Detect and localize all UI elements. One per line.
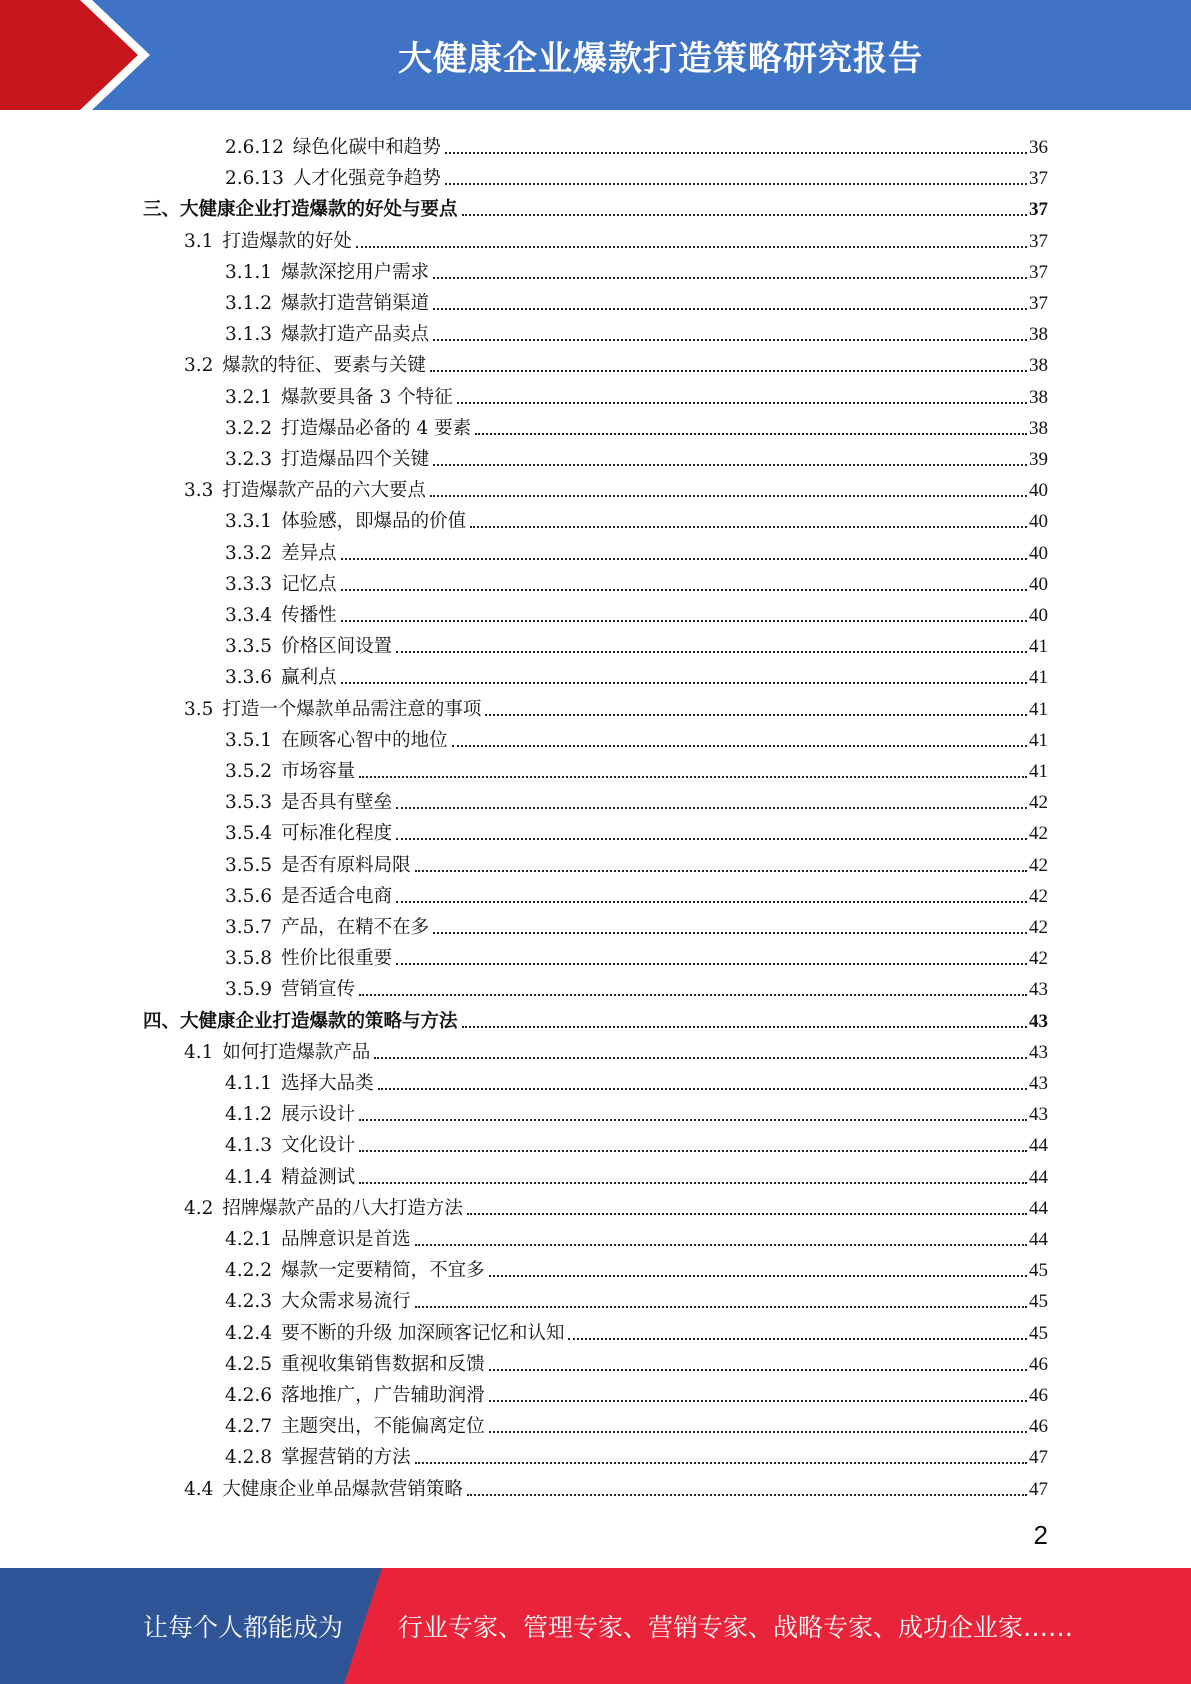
toc-entry-page: 47	[1029, 1447, 1048, 1469]
toc-dot-leader	[415, 1461, 1027, 1464]
toc-dot-leader	[341, 619, 1027, 622]
toc-entry-title: 爆款要具备 3 个特征	[281, 386, 453, 408]
toc-entry-number: 3.2	[184, 355, 214, 377]
toc-subsection-entry[interactable]	[225, 1282, 1048, 1313]
toc-entry-number: 4.2.8	[225, 1447, 273, 1469]
toc-subsection-entry[interactable]	[225, 440, 1048, 471]
toc-entry-title: 人才化强竞争趋势	[292, 168, 441, 190]
toc-subsection-entry[interactable]	[225, 752, 1048, 783]
toc-entry-title: 爆款深挖用户需求	[281, 261, 430, 283]
toc-subsection-entry[interactable]	[225, 1438, 1048, 1469]
toc-dot-leader	[378, 1087, 1027, 1090]
toc-entry-title: 打造爆品四个关键	[281, 449, 430, 470]
toc-dot-leader	[452, 744, 1027, 747]
report-title: 大健康企业爆款打造策略研究报告	[398, 38, 923, 79]
toc-dot-leader	[433, 307, 1027, 310]
toc-dot-leader	[396, 806, 1027, 809]
toc-dot-leader	[457, 401, 1027, 404]
toc-entry-number: 3.3.1	[225, 511, 273, 533]
toc-entry-number: 3.3.2	[225, 542, 273, 564]
page-footer	[0, 1568, 1191, 1684]
toc-entry-page: 38	[1029, 324, 1048, 346]
toc-dot-leader	[341, 588, 1027, 591]
toc-entry-number: 3.5.5	[225, 854, 273, 876]
toc-dot-leader	[433, 338, 1027, 341]
toc-entry-title: 重视收集销售数据和反馈	[281, 1353, 485, 1375]
toc-entry-number: 3.5.2	[225, 761, 273, 782]
toc-entry-page: 42	[1029, 854, 1048, 876]
footer-slogan-right: 行业专家、管理专家、营销专家、战略专家、成功企业家……	[398, 1613, 1074, 1642]
toc-entry-number: 3.2.2	[225, 417, 273, 439]
toc-entry-number: 3.1	[184, 230, 214, 252]
toc-subsection-entry[interactable]	[225, 1314, 1048, 1345]
toc-entry-page: 42	[1029, 792, 1048, 814]
toc-entry-number: 4.4	[184, 1478, 214, 1500]
toc-entry-page: 43	[1029, 1041, 1048, 1063]
toc-subsection-entry[interactable]	[225, 1345, 1048, 1376]
toc-subsection-entry[interactable]	[225, 253, 1048, 284]
toc-subsection-entry[interactable]	[225, 1376, 1048, 1407]
toc-entry-page: 43	[1029, 1010, 1048, 1032]
toc-dot-leader	[359, 1181, 1027, 1184]
toc-entry-page: 44	[1029, 1229, 1048, 1250]
toc-section-entry[interactable]	[184, 222, 1048, 253]
toc-entry-page: 39	[1029, 449, 1048, 470]
toc-dot-leader	[341, 681, 1027, 684]
toc-entry-title: 招牌爆款产品的八大打造方法	[222, 1197, 463, 1219]
toc-entry-title: 文化设计	[281, 1135, 356, 1157]
toc-entry-number: 4.1.1	[225, 1073, 273, 1094]
toc-entry-page: 37	[1029, 168, 1048, 190]
toc-entry-page: 40	[1029, 480, 1048, 502]
toc-entry-title: 大健康企业单品爆款营销策略	[222, 1478, 463, 1500]
toc-entry-title: 打造爆品必备的 4 要素	[281, 417, 472, 439]
toc-entry-number: 3.5	[184, 698, 214, 720]
toc-entry-page: 38	[1029, 355, 1048, 377]
toc-dot-leader	[374, 1056, 1027, 1059]
toc-dot-leader	[467, 1493, 1027, 1496]
toc-entry-number: 2.6.13	[225, 168, 284, 190]
toc-dot-leader	[359, 775, 1027, 778]
toc-entry-page: 46	[1029, 1385, 1048, 1406]
toc-entry-title: 是否具有壁垒	[281, 792, 393, 814]
toc-dot-leader	[462, 213, 1027, 216]
toc-entry-title: 掌握营销的方法	[281, 1447, 411, 1469]
toc-subsection-entry[interactable]	[225, 939, 1048, 970]
toc-entry-title: 打造爆款产品的六大要点	[222, 480, 426, 502]
toc-subsection-entry[interactable]	[225, 1220, 1048, 1251]
toc-entry-page: 43	[1029, 1104, 1048, 1126]
toc-dot-leader	[396, 900, 1027, 903]
toc-entry-title: 打造爆款的好处	[222, 230, 352, 252]
toc-dot-leader	[396, 962, 1027, 965]
toc-subsection-entry[interactable]	[225, 1126, 1048, 1157]
toc-chapter-entry[interactable]	[143, 1002, 1048, 1033]
toc-subsection-entry[interactable]	[225, 814, 1048, 845]
toc-entry-page: 42	[1029, 885, 1048, 907]
toc-subsection-entry[interactable]	[225, 721, 1048, 752]
toc-entry-page: 42	[1029, 917, 1048, 938]
toc-entry-page: 37	[1029, 293, 1048, 314]
toc-entry-page: 42	[1029, 948, 1048, 970]
toc-entry-number: 3.5.7	[225, 917, 273, 938]
toc-entry-title: 如何打造爆款产品	[222, 1041, 371, 1063]
toc-entry-page: 41	[1029, 729, 1048, 751]
toc-entry-number: 4.2.5	[225, 1353, 273, 1375]
toc-entry-title: 在顾客心智中的地位	[281, 729, 448, 751]
toc-entry-title: 性价比很重要	[281, 948, 393, 970]
toc-entry-number: 3.3.3	[225, 573, 273, 595]
toc-entry-title: 产品，在精不在多	[281, 917, 430, 938]
toc-dot-leader	[430, 494, 1027, 497]
toc-dot-leader	[568, 1337, 1027, 1340]
toc-entry-number: 3.1.3	[225, 324, 273, 346]
toc-entry-page: 40	[1029, 542, 1048, 564]
toc-subsection-entry[interactable]	[225, 877, 1048, 908]
toc-entry-number: 4.1.3	[225, 1135, 273, 1157]
toc-entry-title: 市场容量	[281, 761, 356, 782]
toc-entry-page: 45	[1029, 1260, 1048, 1282]
toc-dot-leader	[462, 1025, 1027, 1028]
footer-slogan-left: 让每个人都能成为	[143, 1613, 344, 1642]
toc-section-entry[interactable]	[184, 346, 1048, 377]
toc-entry-title: 爆款打造营销渠道	[281, 293, 430, 314]
toc-dot-leader	[485, 713, 1027, 716]
toc-section-entry[interactable]	[184, 471, 1048, 502]
toc-entry-page: 41	[1029, 667, 1048, 689]
toc-subsection-entry[interactable]	[225, 128, 1048, 159]
toc-subsection-entry[interactable]	[225, 1407, 1048, 1438]
toc-dot-leader	[467, 1212, 1027, 1215]
toc-entry-number: 3.3	[184, 480, 214, 502]
toc-entry-page: 46	[1029, 1353, 1048, 1375]
toc-dot-leader	[445, 182, 1027, 185]
toc-dot-leader	[415, 869, 1027, 872]
toc-entry-page: 44	[1029, 1135, 1048, 1157]
toc-dot-leader	[470, 525, 1027, 528]
toc-entry-title: 展示设计	[281, 1104, 356, 1126]
toc-section-entry[interactable]	[184, 1033, 1048, 1064]
toc-dot-leader	[430, 369, 1027, 372]
toc-entry-number: 3.5.8	[225, 948, 273, 970]
toc-entry-number: 2.6.12	[225, 137, 284, 158]
toc-dot-leader	[433, 463, 1027, 466]
toc-dot-leader	[359, 993, 1027, 996]
toc-dot-leader	[396, 837, 1027, 840]
toc-entry-title: 三、大健康企业打造爆款的好处与要点	[143, 199, 458, 221]
toc-dot-leader	[433, 931, 1027, 934]
toc-subsection-entry[interactable]	[225, 409, 1048, 440]
toc-entry-page: 38	[1029, 417, 1048, 439]
page-header	[0, 0, 1191, 110]
toc-subsection-entry[interactable]	[225, 284, 1048, 315]
toc-dot-leader	[489, 1430, 1027, 1433]
toc-subsection-entry[interactable]	[225, 596, 1048, 627]
toc-entry-page: 47	[1029, 1478, 1048, 1500]
toc-entry-number: 4.2	[184, 1197, 214, 1219]
toc-dot-leader	[415, 1305, 1027, 1308]
toc-dot-leader	[396, 650, 1027, 653]
toc-subsection-entry[interactable]	[225, 315, 1048, 346]
toc-subsection-entry[interactable]	[225, 1251, 1048, 1282]
toc-entry-page: 44	[1029, 1197, 1048, 1219]
toc-entry-title: 体验感，即爆品的价值	[281, 511, 467, 533]
toc-entry-title: 落地推广，广告辅助润滑	[281, 1385, 485, 1406]
toc-subsection-entry[interactable]	[225, 1064, 1048, 1095]
toc-entry-title: 价格区间设置	[281, 636, 393, 658]
toc-subsection-entry[interactable]	[225, 534, 1048, 565]
toc-subsection-entry[interactable]	[225, 846, 1048, 877]
toc-entry-title: 营销宣传	[281, 979, 356, 1001]
toc-entry-page: 43	[1029, 1073, 1048, 1094]
toc-entry-title: 四、大健康企业打造爆款的策略与方法	[143, 1010, 458, 1032]
toc-entry-page: 41	[1029, 636, 1048, 658]
toc-entry-number: 4.2.4	[225, 1322, 273, 1344]
toc-entry-number: 3.5.6	[225, 885, 273, 907]
toc-entry-number: 3.3.4	[225, 605, 273, 626]
toc-entry-page: 37	[1029, 199, 1048, 221]
toc-entry-title: 赢利点	[281, 667, 337, 689]
toc-entry-number: 4.2.3	[225, 1291, 273, 1313]
toc-entry-number: 3.3.6	[225, 667, 273, 689]
toc-dot-leader	[415, 1243, 1027, 1246]
toc-subsection-entry[interactable]	[225, 1095, 1048, 1126]
toc-entry-number: 4.2.6	[225, 1385, 273, 1406]
toc-entry-number: 3.5.4	[225, 823, 273, 845]
toc-dot-leader	[359, 1149, 1027, 1152]
toc-subsection-entry[interactable]	[225, 970, 1048, 1001]
page-number: 2	[1033, 1520, 1048, 1550]
toc-entry-number: 3.2.3	[225, 449, 273, 470]
toc-entry-page: 38	[1029, 386, 1048, 408]
toc-entry-number: 4.1.2	[225, 1104, 273, 1126]
toc-entry-title: 爆款一定要精简，不宜多	[281, 1260, 485, 1282]
toc-entry-page: 36	[1029, 137, 1048, 158]
toc-entry-page: 45	[1029, 1291, 1048, 1313]
toc-dot-leader	[359, 1118, 1027, 1121]
toc-entry-number: 4.2.2	[225, 1260, 273, 1282]
toc-dot-leader	[475, 432, 1027, 435]
toc-entry-title: 品牌意识是首选	[281, 1229, 411, 1250]
toc-subsection-entry[interactable]	[225, 378, 1048, 409]
toc-entry-number: 3.5.1	[225, 729, 273, 751]
toc-entry-title: 爆款的特征、要素与关键	[222, 355, 426, 377]
toc-entry-number: 3.5.3	[225, 792, 273, 814]
toc-entry-title: 绿色化碳中和趋势	[292, 137, 441, 158]
toc-entry-title: 可标准化程度	[281, 823, 393, 845]
toc-entry-title: 是否适合电商	[281, 885, 393, 907]
toc-dot-leader	[341, 557, 1027, 560]
toc-entry-title: 传播性	[281, 605, 337, 626]
toc-subsection-entry[interactable]	[225, 908, 1048, 939]
toc-entry-title: 差异点	[281, 542, 337, 564]
toc-entry-page: 37	[1029, 230, 1048, 252]
toc-entry-page: 40	[1029, 573, 1048, 595]
toc-entry-number: 4.2.1	[225, 1229, 273, 1250]
toc-entry-page: 41	[1029, 698, 1048, 720]
toc-subsection-entry[interactable]	[225, 783, 1048, 814]
toc-subsection-entry[interactable]	[225, 502, 1048, 533]
toc-subsection-entry[interactable]	[225, 159, 1048, 190]
toc-entry-page: 40	[1029, 511, 1048, 533]
toc-entry-number: 3.2.1	[225, 386, 273, 408]
toc-dot-leader	[433, 276, 1027, 279]
toc-subsection-entry[interactable]	[225, 565, 1048, 596]
toc-entry-page: 41	[1029, 761, 1048, 782]
toc-entry-page: 46	[1029, 1416, 1048, 1438]
toc-entry-number: 3.5.9	[225, 979, 273, 1001]
toc-entry-page: 44	[1029, 1166, 1048, 1188]
toc-dot-leader	[489, 1274, 1027, 1277]
toc-section-entry[interactable]	[184, 1189, 1048, 1220]
toc-section-entry[interactable]	[184, 690, 1048, 721]
toc-subsection-entry[interactable]	[225, 1158, 1048, 1189]
toc-entry-title: 要不断的升级 加深顾客记忆和认知	[281, 1322, 565, 1344]
toc-entry-number: 3.1.1	[225, 261, 273, 283]
toc-entry-number: 3.3.5	[225, 636, 273, 658]
toc-subsection-entry[interactable]	[225, 658, 1048, 689]
toc-entry-number: 4.1.4	[225, 1166, 273, 1188]
toc-entry-title: 选择大品类	[281, 1073, 374, 1094]
toc-entry-page: 37	[1029, 261, 1048, 283]
toc-entry-page: 45	[1029, 1322, 1048, 1344]
toc-entry-title: 大众需求易流行	[281, 1291, 411, 1313]
toc-dot-leader	[489, 1368, 1027, 1371]
toc-entry-number: 3.1.2	[225, 293, 273, 314]
toc-entry-number: 4.2.7	[225, 1416, 273, 1438]
toc-entry-title: 精益测试	[281, 1166, 356, 1188]
toc-subsection-entry[interactable]	[225, 627, 1048, 658]
toc-entry-number: 4.1	[184, 1041, 214, 1063]
toc-entry-page: 40	[1029, 605, 1048, 626]
toc-section-entry[interactable]	[184, 1470, 1048, 1501]
toc-entry-page: 43	[1029, 979, 1048, 1001]
toc-dot-leader	[445, 151, 1027, 154]
toc-entry-title: 记忆点	[281, 573, 337, 595]
toc-entry-title: 爆款打造产品卖点	[281, 324, 430, 346]
toc-chapter-entry[interactable]	[143, 190, 1048, 221]
toc-entry-title: 打造一个爆款单品需注意的事项	[222, 698, 482, 720]
toc-dot-leader	[489, 1399, 1027, 1402]
toc-entry-page: 42	[1029, 823, 1048, 845]
toc-entry-title: 是否有原料局限	[281, 854, 411, 876]
toc-entry-title: 主题突出，不能偏离定位	[281, 1416, 485, 1438]
toc-dot-leader	[356, 245, 1027, 248]
